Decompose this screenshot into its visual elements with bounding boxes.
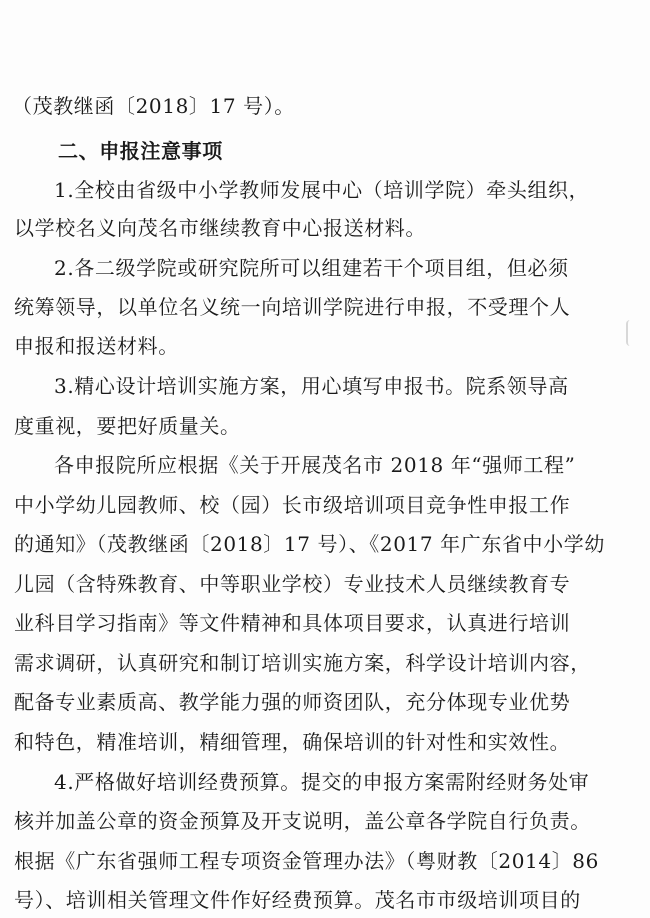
text-line: 中小学幼儿园教师、校（园）长市级培训项目竞争性申报工作 [14, 493, 571, 517]
text-line: 申报和报送材料。 [14, 334, 179, 358]
text-line: 4.严格做好培训经费预算。提交的申报方案需附经财务处审 [54, 770, 590, 794]
text-line: 度重视，要把好质量关。 [14, 414, 241, 438]
text-line: 3.精心设计培训实施方案，用心填写申报书。院系领导高 [54, 374, 569, 398]
text-line: 和特色，精准培训，精细管理，确保培训的针对性和实效性。 [14, 730, 571, 754]
text-line: 号）、培训相关管理文件作好经费预算。茂名市市级培训项目的 [14, 888, 581, 912]
text-line: （茂教继函〔2018〕17 号）。 [12, 94, 295, 118]
scan-mark [626, 320, 636, 346]
text-line: 1.全校由省级中小学教师发展中心（培训学院）牵头组织， [54, 178, 590, 202]
text-line: 2.各二级学院或研究院所可以组建若干个项目组，但必须 [54, 256, 569, 280]
text-line: 以学校名义向茂名市继续教育中心报送材料。 [14, 216, 426, 240]
text-line: 配备专业素质高、教学能力强的师资团队，充分体现专业优势 [14, 690, 571, 714]
text-line: 的通知》（茂教继函〔2018〕17 号）、《2017 年广东省中小学幼 [14, 532, 605, 556]
text-line: 核并加盖公章的资金预算及开支说明，盖公章各学院自行负责。 [14, 809, 591, 833]
text-line: 业科目学习指南》等文件精神和具体项目要求，认真进行培训 [14, 611, 571, 635]
text-line: 根据《广东省强师工程专项资金管理办法》（粤财教〔2014〕86 [14, 849, 599, 873]
text-line: 统筹领导，以单位名义统一向培训学院进行申报，不受理个人 [14, 295, 571, 319]
text-line: 儿园（含特殊教育、中等职业学校）专业技术人员继续教育专 [14, 572, 571, 596]
text-line: 需求调研，认真研究和制订培训实施方案，科学设计培训内容， [14, 651, 591, 675]
section-heading: 二、申报注意事项 [58, 139, 223, 163]
text-line: 各申报院所应根据《关于开展茂名市 2018 年“强师工程” [54, 453, 576, 477]
